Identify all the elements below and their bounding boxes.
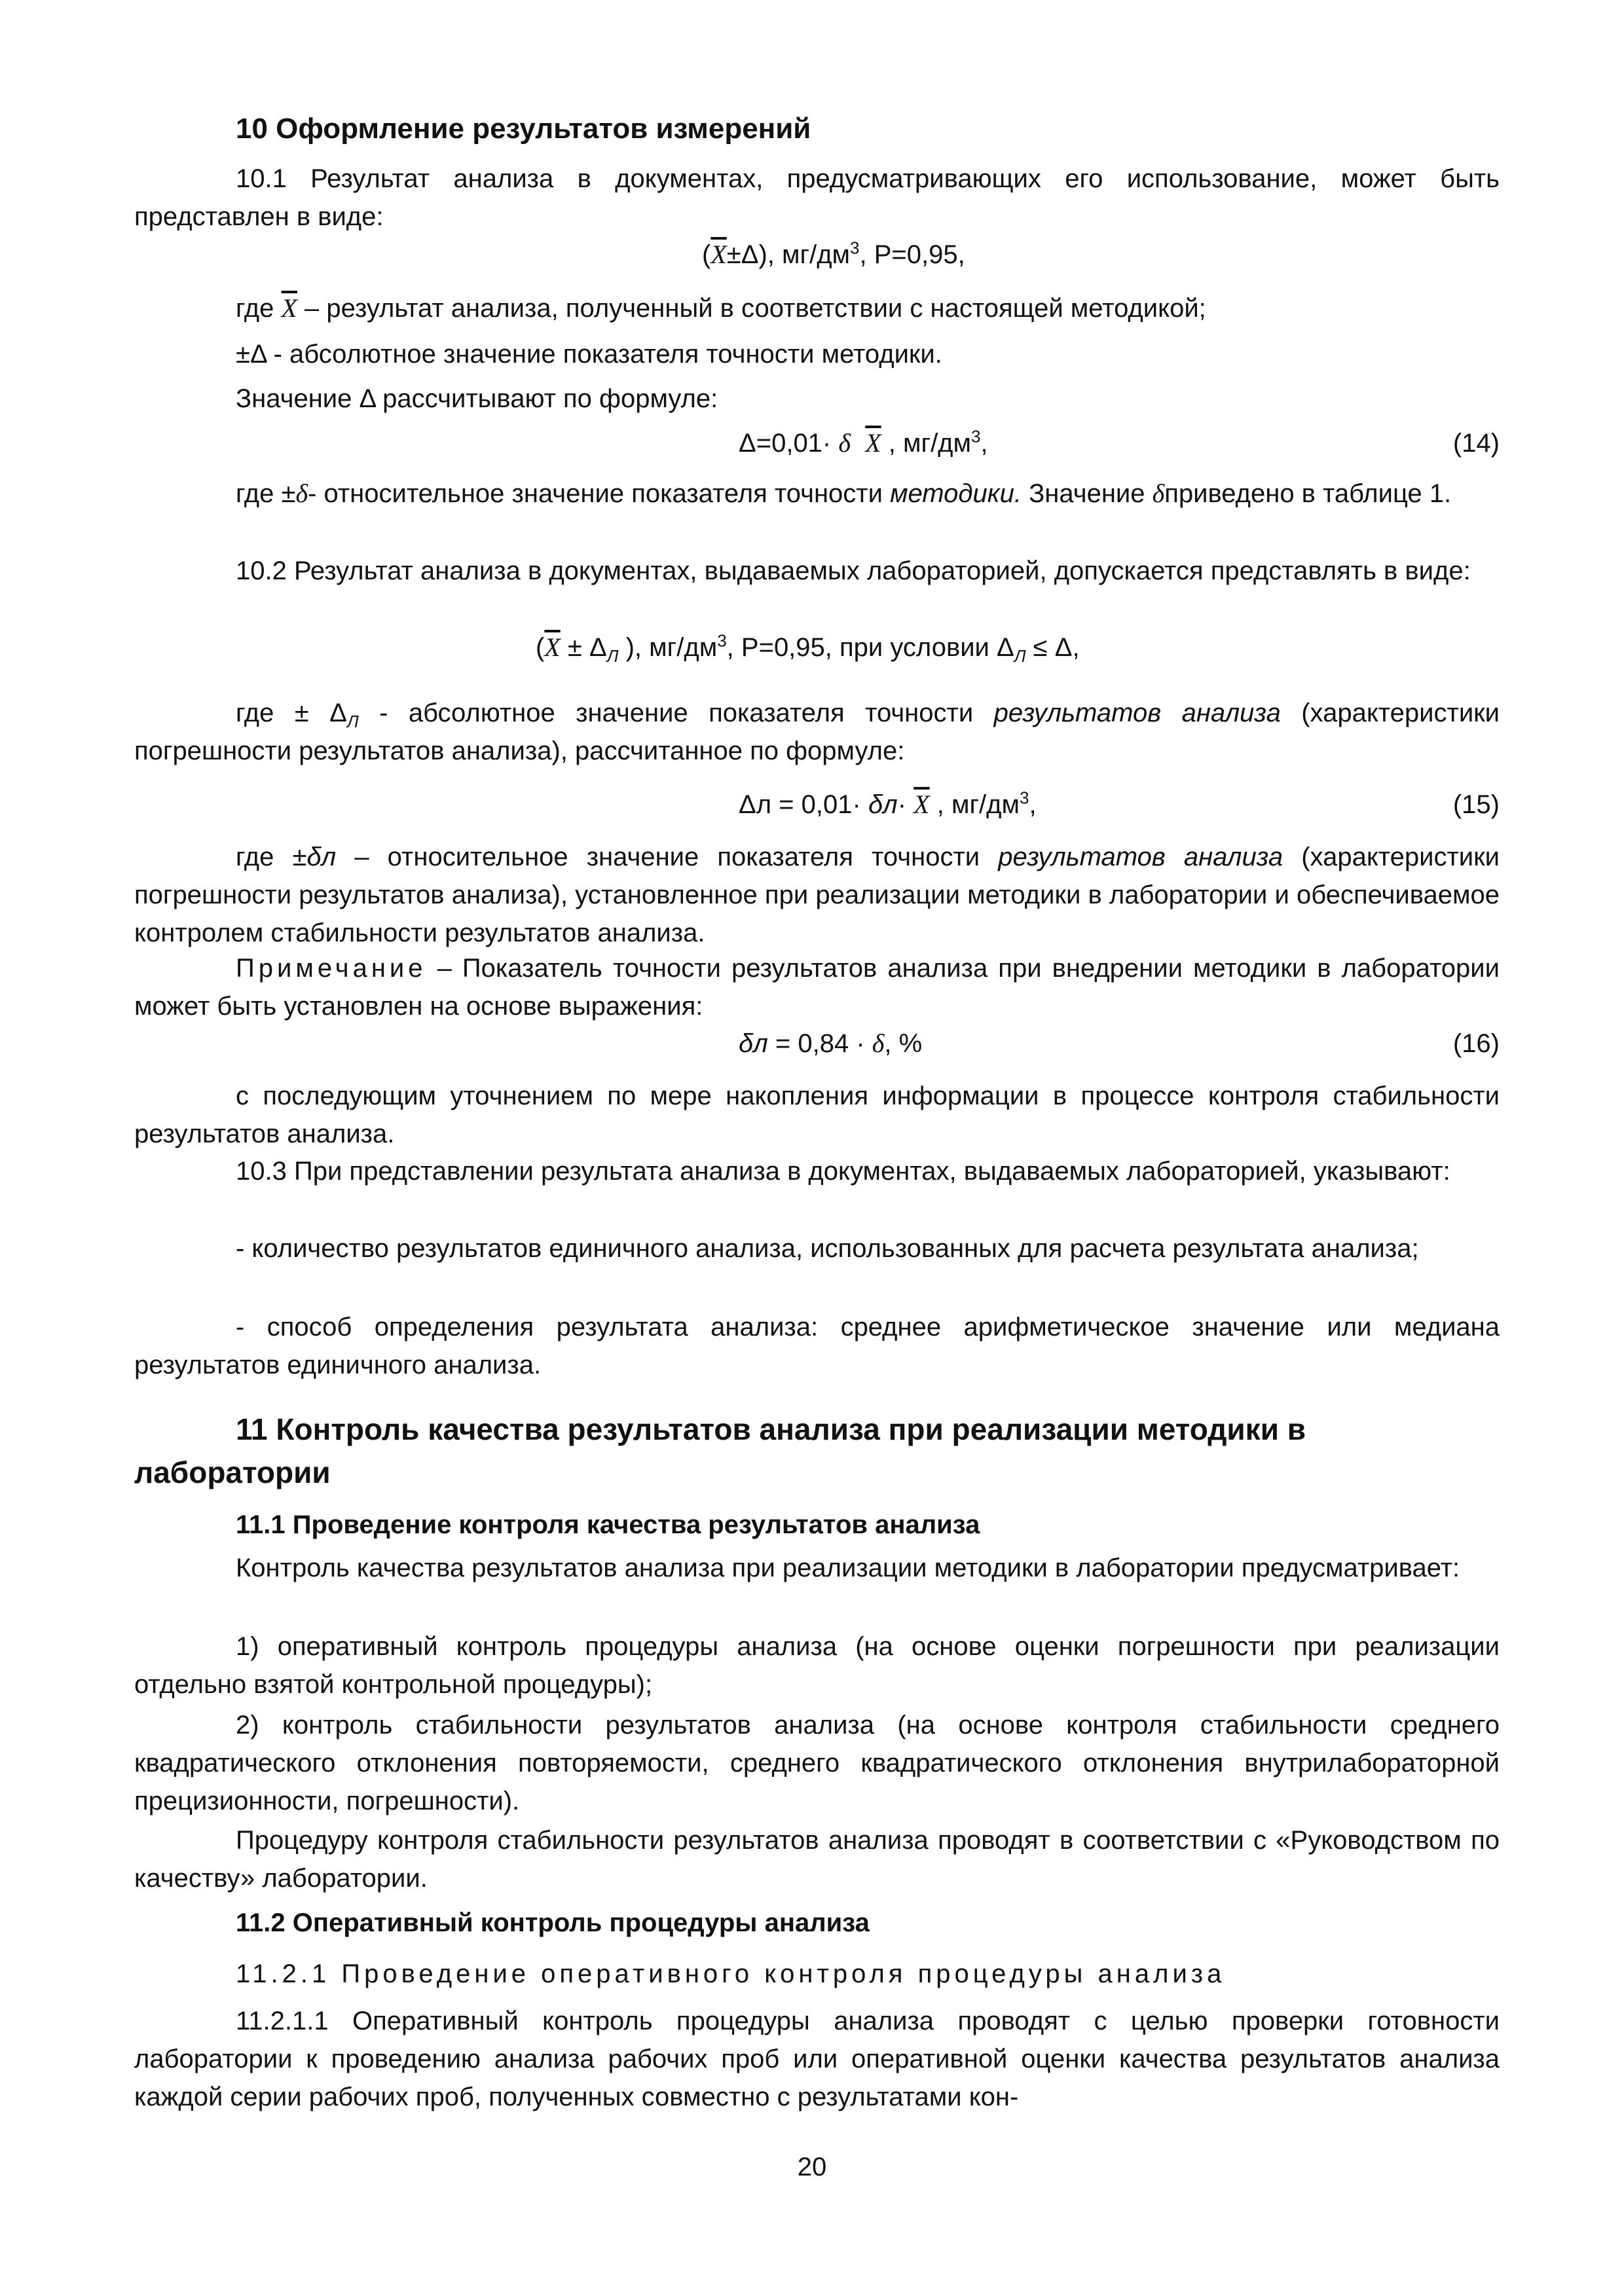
- paragraph-10-3: 10.3 При представлении результата анализа в документах, выдаваемых лабораторией, указывают:: [236, 1157, 1450, 1186]
- equation-number-16: (16): [1452, 1029, 1500, 1058]
- x-bar-symbol: $\overline{X}$: [710, 240, 727, 269]
- paragraph-11-1: Контроль качества результатов анализа при реализации методики в лаборатории предусматривает:: [236, 1554, 1460, 1582]
- x-bar-symbol: $\overline{X}$: [865, 428, 881, 458]
- equation-number-15: (15): [1452, 790, 1500, 819]
- list-item-stability-control: 2) контроль стабильности результатов анализа (на основе контроля стабильности среднего квадратического отклонения повторяемости, среднего квадратического отклонения внутрилабораторной прецизионности, погрешности).: [134, 1711, 1500, 1815]
- paragraph-10-1: 10.1 Результат анализа в документах, предусматривающих его использование, может быть представлен в виде:: [134, 164, 1500, 231]
- x-bar-symbol: $\overline{X}$: [544, 632, 561, 662]
- paragraph-procedure: Процедуру контроля стабильности результатов анализа проводят в соответствии с «Руководством по качеству» лаборатории.: [134, 1826, 1500, 1893]
- section-10-heading: 10 Оформление результатов измерений: [236, 113, 811, 145]
- delta-definition: ±Δ - абсолютное значение показателя точности методики.: [236, 340, 942, 369]
- formula-16: δл = 0,84 · δ, %: [739, 1029, 923, 1058]
- subsection-11-2-heading: 11.2 Оперативный контроль процедуры анализа: [236, 1908, 870, 1937]
- where-delta-l-paragraph: где ±δл – относительное значение показателя точности результатов анализа (характеристики погрешности результатов анализа), установленное при реализации методики в лаборатории и обеспечиваемое контролем стабильности результатов анализа.: [134, 843, 1500, 947]
- formula-result-form: $(\overline{X}\pm\Delta)$, $мг/дм^3$, Р=0,95,: [702, 238, 965, 269]
- list-item-quantity: - количество результатов единичного анализа, использованных для расчета результата анализа;: [236, 1234, 1419, 1263]
- section-11-heading: 11 Контроль качества результатов анализа при реализации методики в лаборатории: [134, 1412, 1306, 1489]
- list-item-method: - способ определения результата анализа: среднее арифметическое значение или медиана результатов единичного анализа.: [134, 1313, 1500, 1379]
- delta-calc-intro: Значение Δ рассчитывают по формуле:: [236, 384, 718, 413]
- subsection-11-1-heading: 11.1 Проведение контроля качества результатов анализа: [236, 1510, 980, 1539]
- formula-15: $\Delta л = 0,01\cdot \delta л\cdot \overline{X}$ , $мг/дм^3$,: [739, 788, 1037, 819]
- x-bar-symbol: $\overline{X}$: [281, 293, 297, 323]
- paragraph-11-2-1-1: 11.2.1.1 Оперативный контроль процедуры анализа проводят с целью проверки готовности лаборатории к проведению анализа рабочих проб или оперативной оценки качества результатов анализа каждой серии рабочих проб, полученных совместно с результатами кон-: [134, 2007, 1500, 2111]
- where-x-line: где $\overline{X}$ – результат анализа, полученный в соответствии с настоящей методикой;: [236, 293, 1206, 323]
- x-bar-symbol: $\overline{X}$: [913, 790, 930, 819]
- where-delta-lab-paragraph: где ± $\Delta_Л$ - абсолютное значение показателя точности результатов анализа (характеристики погрешности результатов анализа), рассчитанное по формуле:: [134, 699, 1500, 765]
- paragraph-10-2: 10.2 Результат анализа в документах, выдаваемых лабораторией, допускается представлять в виде:: [236, 556, 1471, 585]
- note-paragraph: Примечание – Показатель точности результатов анализа при внедрении методики в лаборатории может быть установлен на основе выражения:: [134, 954, 1500, 1021]
- note-label: Примечание: [236, 954, 427, 983]
- formula-14: Δ=0,01· δ $\overline{X}$ , $мг/дм^3$,: [739, 426, 988, 458]
- where-delta-paragraph: где ±δ- относительное значение показателя точности методики. Значение δприведено в таблице 1.: [236, 479, 1452, 508]
- formula-lab-result-form: ($\overline{X} \pm \Delta_Л$ ), $мг/дм^3$, Р=0,95, при условии $\Delta_Л \le \Delta$,: [536, 630, 1080, 666]
- equation-number-14: (14): [1452, 429, 1500, 458]
- after-formula-16: с последующим уточнением по мере накопления информации в процессе контроля стабильности результатов анализа.: [134, 1082, 1500, 1148]
- page-number: 20: [797, 2153, 827, 2181]
- subsection-11-2-1-heading: 11.2.1 Проведение оперативного контроля процедуры анализа: [236, 1959, 1226, 1988]
- list-item-operational-control: 1) оперативный контроль процедуры анализа (на основе оценки погрешности при реализации отдельно взятой контрольной процедуры);: [134, 1632, 1500, 1699]
